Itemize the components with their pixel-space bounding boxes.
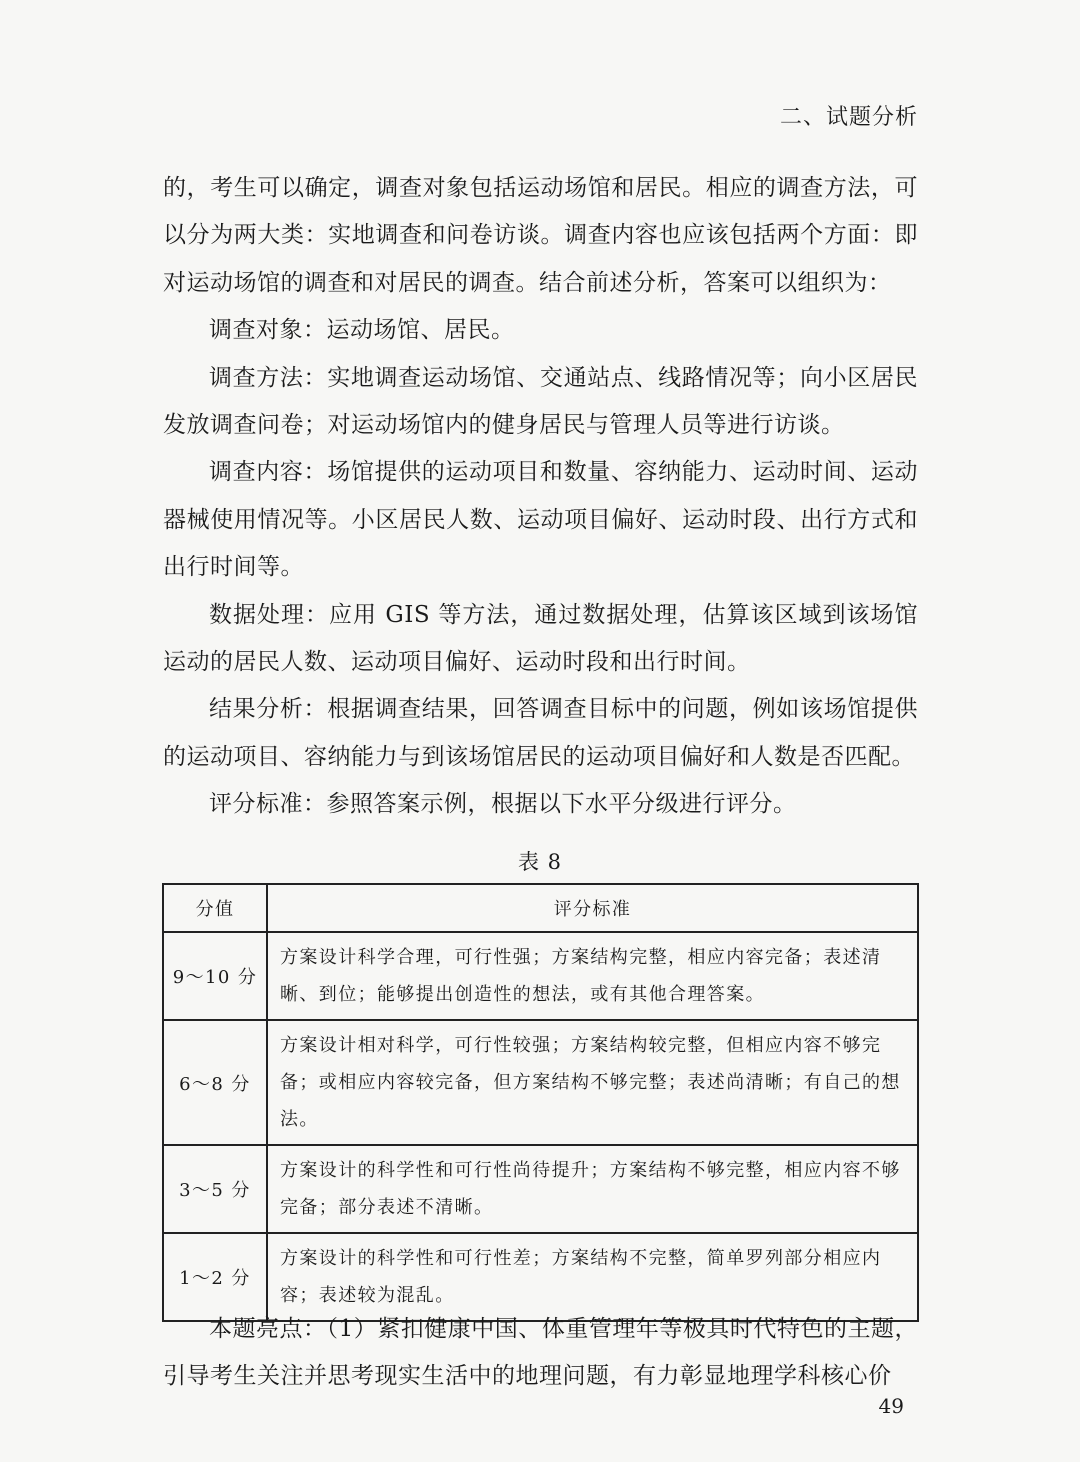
table-caption: 表 8: [517, 850, 563, 874]
paragraph-highlights: 本题亮点：（1）紧扣健康中国、体重管理年等极具时代特色的主题，引导考生关注并思考现实生活中的地理问题，有力彰显地理学科核心价: [163, 1316, 918, 1390]
criteria-cell: 方案设计相对科学，可行性较强；方案结构较完整，但相应内容不够完备；或相应内容较完备，但方案结构不够完整；表述尚清晰；有自己的想法。: [267, 1020, 918, 1145]
paragraph-result-analysis: 结果分析：根据调查结果，回答调查目标中的问题，例如该场馆提供的运动项目、容纳能力与到该场馆居民的运动项目偏好和人数是否匹配。: [163, 696, 918, 770]
table-row: [163, 1145, 918, 1233]
table-row: [163, 932, 918, 1020]
score-cell: 1～2 分: [163, 1233, 267, 1321]
criteria-cell: 方案设计科学合理，可行性强；方案结构完整，相应内容完备；表述清晰、到位；能够提出创造性的想法，或有其他合理答案。: [267, 932, 918, 1020]
table-row: [163, 1020, 918, 1145]
paragraph-intro: 的，考生可以确定，调查对象包括运动场馆和居民。相应的调查方法，可以分为两大类：实地调查和问卷访谈。调查内容也应该包括两个方面：即对运动场馆的调查和对居民的调查。结合前述分析，答案可以组织为：: [163, 175, 918, 296]
paragraph-survey-objects: 调查对象：运动场馆、居民。: [209, 317, 515, 344]
score-cell: 3～5 分: [163, 1145, 267, 1233]
criteria-cell: 方案设计的科学性和可行性差；方案结构不完整，简单罗列部分相应内容；表述较为混乱。: [267, 1233, 918, 1321]
score-cell: 6～8 分: [163, 1020, 267, 1145]
paragraph-scoring-standard: 评分标准：参照答案示例，根据以下水平分级进行评分。: [209, 791, 797, 818]
paragraph-survey-content: 调查内容：场馆提供的运动项目和数量、容纳能力、运动时间、运动器械使用情况等。小区居民人数、运动项目偏好、运动时段、出行方式和出行时间等。: [163, 459, 918, 581]
header-criteria: 评分标准: [267, 884, 918, 932]
table-header-row: [163, 884, 918, 932]
footer-text: [163, 1306, 918, 1401]
page-number: 49: [878, 1394, 904, 1418]
header-score: 分值: [163, 884, 267, 932]
paragraph-survey-methods: 调查方法：实地调查运动场馆、交通站点、线路情况等；向小区居民发放调查问卷；对运动场馆内的健身居民与管理人员等进行访谈。: [163, 364, 918, 439]
paragraph-data-processing: 数据处理：应用 GIS 等方法，通过数据处理，估算该区域到该场馆运动的居民人数、运动项目偏好、运动时段和出行时间。: [163, 601, 918, 676]
criteria-cell: 方案设计的科学性和可行性尚待提升；方案结构不够完整，相应内容不够完备；部分表述不清晰。: [267, 1145, 918, 1233]
scoring-table: [162, 883, 919, 1322]
score-cell: 9～10 分: [163, 932, 267, 1020]
body-text: [163, 165, 918, 829]
section-header: 二、试题分析: [779, 105, 918, 130]
